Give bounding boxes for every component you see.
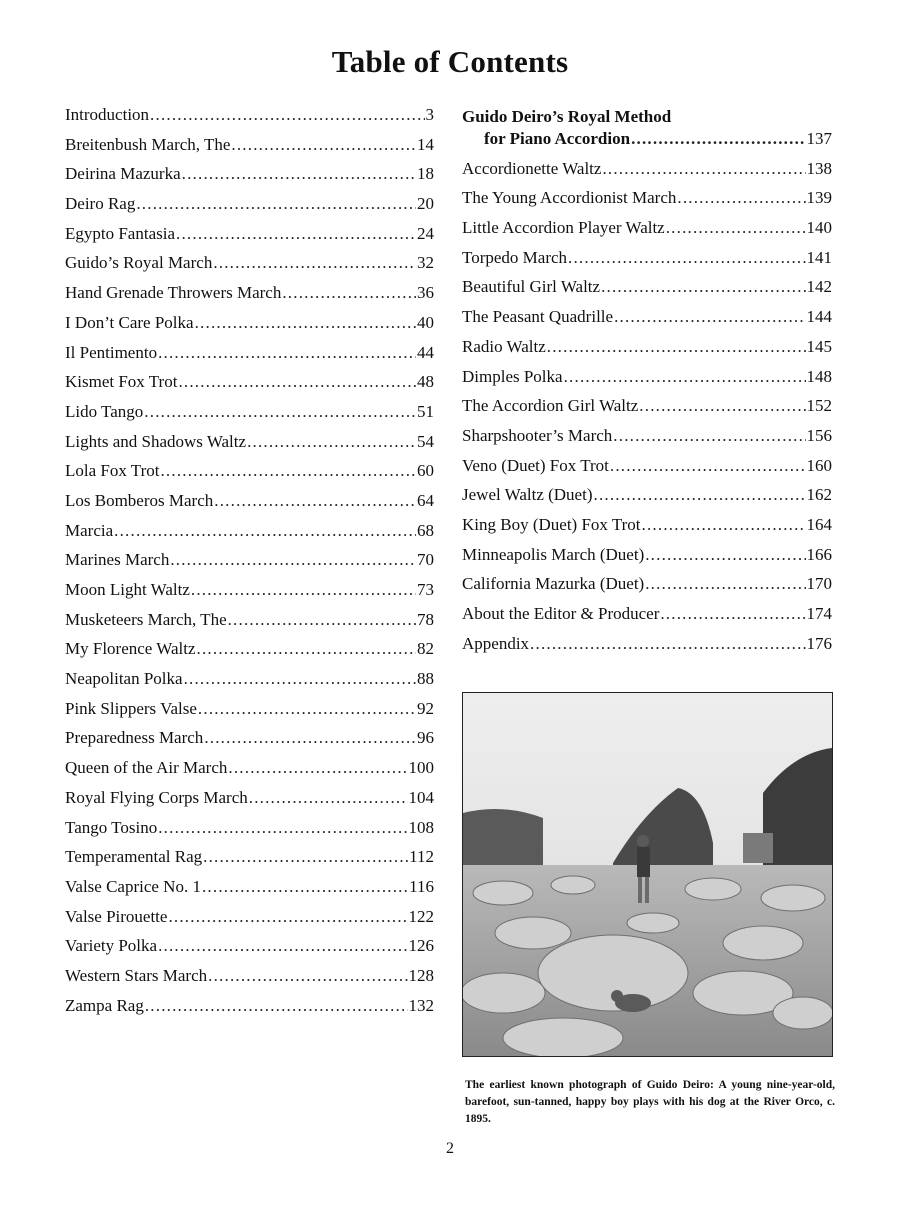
toc-entry-title: King Boy (Duet) Fox Trot [462,514,641,534]
toc-entry-title: California Mazurka (Duet) [462,574,645,594]
dot-leader [530,634,805,654]
dot-leader [594,485,806,505]
dot-leader [176,224,416,244]
toc-entry-title: Tango Tosino [65,817,158,837]
photo-caption: The earliest known photograph of Guido Deiro: A young nine-year-old, barefoot, sun-tanned, happy boy plays with his dog at the River Orco, c. 1895. [465,1079,835,1125]
dot-leader [547,337,806,357]
toc-entry-title: Kismet Fox Trot [65,372,178,392]
toc-right-list [462,159,832,664]
toc-entry-title: Zampa Rag [65,995,144,1015]
dot-leader [660,604,805,624]
toc-entry-title: My Florence Waltz [65,639,196,659]
section-heading-row [462,129,832,159]
toc-entry [65,491,434,521]
toc-entry-title: Deiro Rag [65,194,136,214]
toc-entry-page: 20 [417,194,434,214]
toc-entry-title: Valse Pirouette [65,906,168,926]
toc-entry-page: 145 [806,336,832,356]
section-heading-subtitle: for Piano Accordion [484,129,631,148]
toc-entry [65,164,434,194]
toc-entry-title: Marcia [65,520,114,540]
dot-leader [249,788,408,808]
dot-leader [145,996,408,1016]
toc-entry-page: 44 [417,342,434,362]
dot-leader [158,818,407,838]
toc-entry-page: 48 [417,372,434,392]
dot-leader [158,343,416,363]
toc-entry [65,135,434,165]
toc-entry [65,550,434,580]
toc-entry-title: Lights and Shadows Waltz [65,431,247,451]
toc-entry-title: The Peasant Quadrille [462,307,614,327]
dot-leader [202,877,408,897]
toc-entry-title: Deirina Mazurka [65,164,181,184]
dot-leader [213,253,416,273]
toc-entry-title: Neapolitan Polka [65,669,183,689]
toc-entry [462,515,832,545]
toc-entry [65,224,434,254]
toc-entry-page: 112 [409,847,434,867]
toc-entry-page: 82 [417,639,434,659]
toc-entry-page: 126 [408,936,434,956]
dot-leader [198,699,416,719]
dot-leader [144,402,416,422]
toc-entry [65,966,434,996]
toc-entry-page: 24 [417,223,434,243]
toc-entry-page: 162 [806,485,832,505]
toc-entry [65,639,434,669]
dot-leader [645,545,805,565]
toc-entry-title: Pink Slippers Valse [65,698,197,718]
toc-entry [65,461,434,491]
toc-entry-title: The Accordion Girl Waltz [462,396,639,416]
dot-leader [610,456,806,476]
toc-entry [462,485,832,515]
dot-leader [208,966,407,986]
toc-entry [65,432,434,462]
toc-entry-title: Preparedness March [65,728,204,748]
dot-leader [178,372,416,392]
dot-leader [282,283,416,303]
toc-entry [462,456,832,486]
toc-entry [462,188,832,218]
toc-entry [462,426,832,456]
toc-entry-page: 108 [408,817,434,837]
toc-entry-title: Jewel Waltz (Duet) [462,485,593,505]
toc-entry [65,669,434,699]
toc-entry-title: Introduction [65,105,150,124]
dot-leader [114,521,416,541]
toc-entry-page: 14 [417,134,434,154]
toc-entry [65,313,434,343]
toc-entry-page: 139 [806,188,832,208]
toc-entry-title: Beautiful Girl Waltz [462,277,601,297]
toc-entry-title: Queen of the Air March [65,758,228,778]
toc-entry [65,194,434,224]
dot-leader [158,936,407,956]
toc-entry-page: 174 [806,604,832,623]
toc-entry-page: 100 [408,758,434,778]
toc-entry-title: Lido Tango [65,401,144,421]
toc-entry [65,936,434,966]
toc-entry [65,372,434,402]
toc-entry [65,996,434,1026]
toc-entry-page: 104 [408,787,434,807]
toc-entry [462,307,832,337]
dot-leader [203,847,408,867]
toc-entry-page: 3 [425,105,434,124]
toc-entry-title: Royal Flying Corps March [65,787,248,807]
toc-entry-title: Valse Caprice No. 1 [65,876,201,896]
toc-entry-page: 88 [417,669,434,689]
toc-entry-page: 68 [417,520,434,540]
dot-leader [231,135,416,155]
toc-entry-page: 138 [806,158,832,178]
toc-entry [65,818,434,848]
dot-leader [150,105,424,125]
toc-entry-page: 156 [806,425,832,445]
toc-entry-title: Moon Light Waltz [65,580,190,599]
toc-entry-title: Il Pentimento [65,342,158,362]
toc-right-column [462,105,832,663]
toc-entry-title: Minneapolis March (Duet) [462,544,645,564]
dot-leader [197,639,416,659]
toc-entry [462,277,832,307]
dot-leader [228,610,416,630]
toc-entry [65,105,434,135]
toc-entry-page: 148 [806,366,832,386]
toc-entry-title: Egypto Fantasia [65,223,176,243]
dot-leader [204,728,416,748]
toc-entry [65,402,434,432]
section-heading-page: 137 [806,129,832,148]
toc-entry-page: 70 [417,550,434,570]
toc-entry [65,283,434,313]
toc-entry-title: I Don’t Care Polka [65,312,194,332]
toc-entry-page: 18 [417,164,434,184]
section-heading: Guido Deiro’s Royal Method [462,107,672,126]
dot-leader [614,307,805,327]
toc-entry-title: Marines March [65,550,170,570]
toc-entry-title: Guido’s Royal March [65,253,213,273]
toc-entry-page: 96 [417,728,434,748]
historical-photograph [462,692,833,1057]
toc-entry-page: 32 [417,253,434,273]
toc-entry-page: 51 [417,401,434,421]
toc-entry-title: Lola Fox Trot [65,461,160,481]
toc-entry [462,367,832,397]
toc-entry [462,545,832,575]
toc-entry-page: 60 [417,461,434,481]
toc-entry [65,580,434,610]
toc-entry-page: 54 [417,431,434,451]
toc-entry [462,604,832,634]
toc-entry-title: Torpedo March [462,247,568,267]
toc-entry [65,728,434,758]
toc-entry-page: 176 [806,633,832,653]
toc-entry-page: 152 [806,396,832,416]
toc-entry-title: Los Bomberos March [65,490,214,510]
toc-entry-title: Variety Polka [65,936,158,956]
dot-leader [639,396,805,416]
toc-left-column [65,105,434,1025]
toc-entry [65,253,434,283]
toc-entry [65,907,434,937]
dot-leader [666,218,806,238]
dot-leader [195,313,416,333]
toc-entry-title: Dimples Polka [462,366,563,386]
toc-entry-page: 144 [806,307,832,327]
toc-entry-title: Little Accordion Player Waltz [462,218,665,238]
toc-entry-page: 141 [806,247,832,267]
dot-leader [136,194,416,214]
toc-entry-page: 78 [417,609,434,629]
toc-entry-page: 128 [408,965,434,985]
toc-entry-page: 170 [806,574,832,594]
dot-leader [247,432,416,452]
toc-entry [462,218,832,248]
dot-leader [168,907,407,927]
toc-entry-page: 164 [806,514,832,534]
toc-entry [65,610,434,640]
toc-entry [65,877,434,907]
dot-leader [228,758,407,778]
toc-entry-title: Accordionette Waltz [462,158,602,178]
toc-entry-title: Veno (Duet) Fox Trot [462,455,609,475]
toc-entry-page: 140 [806,218,832,238]
toc-entry-title: Temperamental Rag [65,847,203,867]
dot-leader [170,550,416,570]
dot-leader [631,129,805,149]
toc-entry-page: 73 [417,580,434,599]
dot-leader [564,367,806,387]
photo-image [463,693,832,1056]
toc-entry-title: The Young Accordionist March [462,188,677,208]
toc-entry-title: Radio Waltz [462,336,546,356]
toc-entry [462,337,832,367]
dot-leader [613,426,805,446]
toc-entry-page: 36 [417,283,434,303]
toc-entry-page: 142 [806,277,832,297]
toc-entry-page: 122 [408,906,434,926]
toc-entry-page: 132 [408,995,434,1015]
toc-entry [462,396,832,426]
dot-leader [677,188,805,208]
toc-entry [462,574,832,604]
toc-entry-page: 166 [806,544,832,564]
toc-entry-page: 64 [417,490,434,510]
toc-entry-title: Sharpshooter’s March [462,425,613,445]
toc-entry [462,159,832,189]
dot-leader [191,580,416,600]
toc-entry-page: 92 [417,698,434,718]
toc-entry-page: 40 [417,312,434,332]
toc-entry-title: Appendix [462,633,530,653]
toc-entry-page: 160 [806,455,832,475]
dot-leader [642,515,806,535]
dot-leader [182,164,416,184]
toc-entry [65,758,434,788]
toc-entry-title: Western Stars March [65,965,208,985]
toc-entry [65,343,434,373]
dot-leader [160,461,416,481]
page-number: 2 [446,1140,454,1157]
toc-entry-title: About the Editor & Producer [462,604,660,623]
toc-entry [65,521,434,551]
toc-entry-page: 116 [409,876,434,896]
toc-entry [65,699,434,729]
toc-entry-title: Hand Grenade Throwers March [65,283,282,303]
toc-entry-title: Musketeers March, The [65,609,227,629]
dot-leader [645,574,805,594]
toc-entry [462,248,832,278]
dot-leader [601,277,805,297]
toc-entry [65,788,434,818]
dot-leader [214,491,416,511]
dot-leader [602,159,805,179]
page-title: Table of Contents [331,44,569,79]
toc-entry [65,847,434,877]
toc-entry-title: Breitenbush March, The [65,134,231,154]
dot-leader [184,669,416,689]
dot-leader [568,248,805,268]
toc-entry [462,634,832,664]
